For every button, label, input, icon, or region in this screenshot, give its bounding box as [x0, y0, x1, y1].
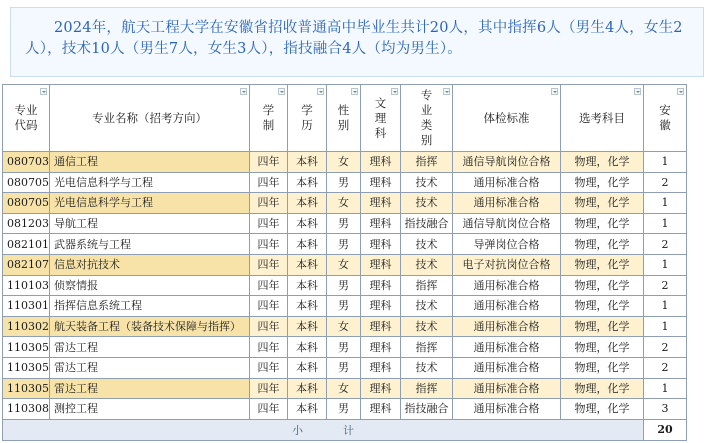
table-row: [3, 213, 687, 234]
admissions-table: [2, 84, 687, 441]
cell-level: 本科: [288, 275, 327, 296]
cell-track: 理科: [361, 172, 401, 193]
cell-medical: 通用标准合格: [453, 275, 561, 296]
cell-medical: 通用标准合格: [453, 378, 561, 399]
cell-code: 082101: [3, 234, 50, 255]
table-row: [3, 316, 687, 337]
cell-medical: 通用标准合格: [453, 337, 561, 358]
cell-track: 理科: [361, 399, 401, 420]
cell-code: 110305: [3, 378, 50, 399]
table-row: [3, 399, 687, 420]
cell-quota: 1: [644, 152, 687, 173]
cell-category: 技术: [401, 172, 453, 193]
cell-quota: 2: [644, 234, 687, 255]
header-label: 安徽: [659, 103, 671, 132]
cell-level: 本科: [288, 399, 327, 420]
header-code: [3, 85, 50, 152]
cell-medical: 通信导航岗位合格: [453, 213, 561, 234]
cell-category: 指挥: [401, 378, 453, 399]
cell-subjects: 物理，化学: [561, 399, 644, 420]
cell-category: 技术: [401, 234, 453, 255]
filter-dropdown-icon[interactable]: [240, 88, 247, 95]
table-row: [3, 337, 687, 358]
cell-gender: 男: [327, 296, 361, 317]
cell-gender: 女: [327, 378, 361, 399]
cell-medical: 通用标准合格: [453, 172, 561, 193]
cell-years: 四年: [250, 275, 288, 296]
cell-years: 四年: [250, 152, 288, 173]
cell-subjects: 物理，化学: [561, 357, 644, 378]
cell-gender: 男: [327, 234, 361, 255]
header-label: 学历: [301, 103, 313, 132]
cell-subjects: 物理，化学: [561, 213, 644, 234]
cell-subjects: 物理，化学: [561, 296, 644, 317]
cell-track: 理科: [361, 254, 401, 275]
cell-level: 本科: [288, 296, 327, 317]
cell-quota: 1: [644, 254, 687, 275]
cell-track: 理科: [361, 275, 401, 296]
header-quota: [644, 85, 687, 152]
header-level: [288, 85, 327, 152]
cell-track: 理科: [361, 213, 401, 234]
cell-level: 本科: [288, 193, 327, 214]
cell-code: 081203: [3, 213, 50, 234]
cell-gender: 男: [327, 172, 361, 193]
cell-major: 光电信息科学与工程: [50, 193, 250, 214]
cell-quota: 1: [644, 378, 687, 399]
cell-code: 110308: [3, 399, 50, 420]
cell-years: 四年: [250, 172, 288, 193]
cell-gender: 女: [327, 152, 361, 173]
cell-medical: 通用标准合格: [453, 193, 561, 214]
cell-category: 技术: [401, 193, 453, 214]
filter-dropdown-icon[interactable]: [40, 88, 47, 95]
cell-quota: 2: [644, 357, 687, 378]
cell-years: 四年: [250, 337, 288, 358]
cell-gender: 女: [327, 316, 361, 337]
cell-quota: 2: [644, 172, 687, 193]
cell-code: 080703: [3, 152, 50, 173]
cell-major: 雷达工程: [50, 337, 250, 358]
header-label: 学制: [262, 103, 275, 132]
cell-gender: 男: [327, 357, 361, 378]
header-category: [401, 85, 453, 152]
cell-quota: 2: [644, 337, 687, 358]
cell-subjects: 物理，化学: [561, 152, 644, 173]
cell-major: 侦察情报: [50, 275, 250, 296]
cell-track: 理科: [361, 378, 401, 399]
cell-medical: 通用标准合格: [453, 357, 561, 378]
cell-subjects: 物理，化学: [561, 275, 644, 296]
filter-dropdown-icon[interactable]: [677, 88, 684, 95]
table-row: [3, 357, 687, 378]
cell-level: 本科: [288, 316, 327, 337]
cell-quota: 3: [644, 399, 687, 420]
subtotal-row: [3, 419, 687, 440]
cell-major: 导航工程: [50, 213, 250, 234]
header-label: 专业名称（招考方向）: [92, 110, 207, 125]
cell-subjects: 物理，化学: [561, 254, 644, 275]
table-body: [3, 152, 687, 420]
cell-level: 本科: [288, 152, 327, 173]
table-row: [3, 254, 687, 275]
cell-code: 110305: [3, 357, 50, 378]
cell-major: 武器系统与工程: [50, 234, 250, 255]
cell-category: 技术: [401, 357, 453, 378]
table-row: [3, 172, 687, 193]
cell-gender: 女: [327, 254, 361, 275]
cell-major: 通信工程: [50, 152, 250, 173]
cell-level: 本科: [288, 357, 327, 378]
header-label: 文理科: [374, 95, 387, 140]
cell-medical: 通用标准合格: [453, 399, 561, 420]
cell-major: 雷达工程: [50, 357, 250, 378]
cell-gender: 男: [327, 213, 361, 234]
cell-code: 110305: [3, 337, 50, 358]
subtotal-label: 小计: [3, 419, 644, 440]
header-label: 体检标准: [483, 110, 530, 125]
cell-major: 信息对抗技术: [50, 254, 250, 275]
cell-quota: 1: [644, 296, 687, 317]
cell-major: 雷达工程: [50, 378, 250, 399]
cell-track: 理科: [361, 357, 401, 378]
header-label: 选考科目: [579, 110, 625, 125]
cell-track: 理科: [361, 337, 401, 358]
header-label: 专业类别: [420, 88, 433, 147]
table-row: [3, 234, 687, 255]
filter-dropdown-icon[interactable]: [443, 88, 450, 95]
cell-years: 四年: [250, 234, 288, 255]
cell-category: 指技融合: [401, 399, 453, 420]
filter-dropdown-icon[interactable]: [391, 88, 398, 95]
cell-subjects: 物理，化学: [561, 193, 644, 214]
table-row: [3, 378, 687, 399]
header-major: [50, 85, 250, 152]
cell-major: 光电信息科学与工程: [50, 172, 250, 193]
cell-medical: 通信导航岗位合格: [453, 152, 561, 173]
filter-dropdown-icon[interactable]: [317, 88, 324, 95]
cell-category: 指挥: [401, 275, 453, 296]
cell-code: 080705: [3, 193, 50, 214]
cell-years: 四年: [250, 316, 288, 337]
cell-level: 本科: [288, 172, 327, 193]
cell-gender: 女: [327, 193, 361, 214]
cell-major: 指挥信息系统工程: [50, 296, 250, 317]
cell-category: 技术: [401, 316, 453, 337]
cell-subjects: 物理，化学: [561, 316, 644, 337]
cell-years: 四年: [250, 378, 288, 399]
cell-years: 四年: [250, 213, 288, 234]
cell-track: 理科: [361, 234, 401, 255]
header-gender: [327, 85, 361, 152]
cell-quota: 1: [644, 213, 687, 234]
cell-level: 本科: [288, 234, 327, 255]
cell-medical: 通用标准合格: [453, 296, 561, 317]
cell-years: 四年: [250, 193, 288, 214]
filter-dropdown-icon[interactable]: [351, 88, 358, 95]
header-subjects: [561, 85, 644, 152]
cell-years: 四年: [250, 357, 288, 378]
cell-years: 四年: [250, 296, 288, 317]
cell-quota: 1: [644, 316, 687, 337]
intro-paragraph: 2024年，航天工程大学在安徽省招收普通高中毕业生共计20人，其中指挥6人（男生4人，女生2人），技术10人（男生7人，女生3人），指技融合4人（均为男生）。: [10, 7, 704, 77]
table-row: [3, 275, 687, 296]
cell-level: 本科: [288, 213, 327, 234]
cell-gender: 男: [327, 275, 361, 296]
cell-code: 110301: [3, 296, 50, 317]
cell-code: 080705: [3, 172, 50, 193]
cell-quota: 2: [644, 275, 687, 296]
cell-category: 指挥: [401, 152, 453, 173]
cell-category: 技术: [401, 296, 453, 317]
cell-years: 四年: [250, 254, 288, 275]
table-row: [3, 152, 687, 173]
header-label: 性别: [337, 103, 350, 132]
cell-category: 指技融合: [401, 213, 453, 234]
filter-dropdown-icon[interactable]: [551, 88, 558, 95]
header-row: [3, 85, 687, 152]
cell-subjects: 物理，化学: [561, 337, 644, 358]
cell-medical: 导弹岗位合格: [453, 234, 561, 255]
cell-years: 四年: [250, 399, 288, 420]
cell-track: 理科: [361, 152, 401, 173]
cell-track: 理科: [361, 193, 401, 214]
cell-major: 航天装备工程（装备技术保障与指挥）: [50, 316, 250, 337]
cell-track: 理科: [361, 316, 401, 337]
cell-major: 测控工程: [50, 399, 250, 420]
header-label: 专业代码: [14, 103, 38, 132]
subtotal-value: 20: [644, 419, 687, 440]
cell-category: 指挥: [401, 337, 453, 358]
cell-level: 本科: [288, 378, 327, 399]
cell-track: 理科: [361, 296, 401, 317]
filter-dropdown-icon[interactable]: [278, 88, 285, 95]
cell-quota: 1: [644, 193, 687, 214]
cell-code: 110302: [3, 316, 50, 337]
table-row: [3, 193, 687, 214]
table-row: [3, 296, 687, 317]
cell-code: 082107: [3, 254, 50, 275]
cell-medical: 通用标准合格: [453, 316, 561, 337]
cell-subjects: 物理，化学: [561, 172, 644, 193]
cell-gender: 男: [327, 399, 361, 420]
cell-category: 技术: [401, 254, 453, 275]
cell-level: 本科: [288, 254, 327, 275]
cell-level: 本科: [288, 337, 327, 358]
cell-subjects: 物理，化学: [561, 234, 644, 255]
cell-code: 110103: [3, 275, 50, 296]
filter-dropdown-icon[interactable]: [634, 88, 641, 95]
cell-medical: 电子对抗岗位合格: [453, 254, 561, 275]
cell-gender: 男: [327, 337, 361, 358]
header-years: [250, 85, 288, 152]
header-track: [361, 85, 401, 152]
header-medical: [453, 85, 561, 152]
cell-subjects: 物理，化学: [561, 378, 644, 399]
